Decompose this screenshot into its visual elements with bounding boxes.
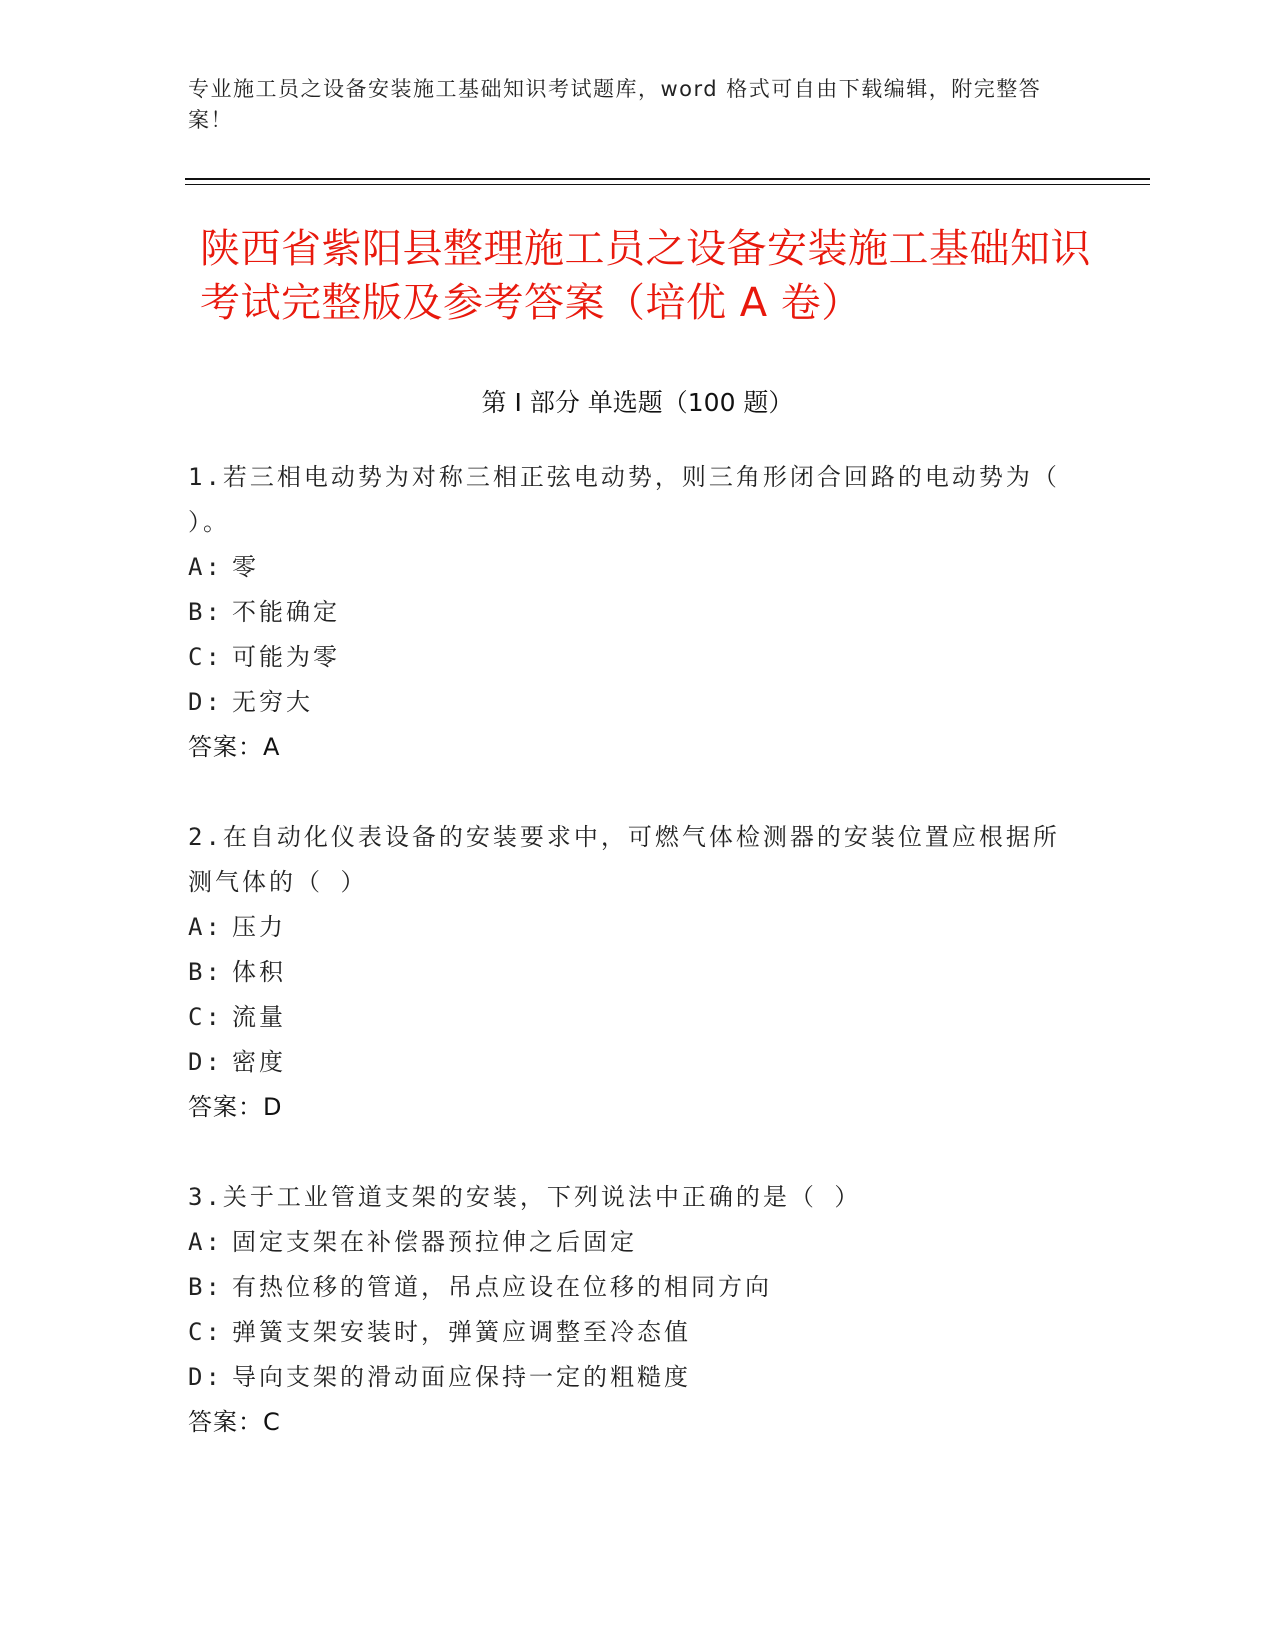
option-a [188,545,1068,590]
option-key: C: [188,1003,223,1031]
option-c [188,1310,1068,1355]
option-b [188,1265,1068,1310]
section-title: 第 I 部分 单选题（100 题） [481,388,794,417]
option-key: B: [188,958,223,986]
option-key: C: [188,1318,223,1346]
option-key: B: [188,598,223,626]
question-3 [188,1175,1068,1445]
question-stem: 3.关于工业管道支架的安装，下列说法中正确的是（ ） [188,1183,862,1211]
option-text: 导向支架的滑动面应保持一定的粗糙度 [232,1363,691,1391]
option-key: C: [188,643,223,671]
option-text: 不能确定 [232,598,340,626]
option-text: 固定支架在补偿器预拉伸之后固定 [232,1228,637,1256]
document-title: 陕西省紫阳县整理施工员之设备安装施工基础知识考试完整版及参考答案（培优 A 卷） [200,226,1091,326]
question-stem: 2.在自动化仪表设备的安装要求中，可燃气体检测器的安装位置应根据所测气体的（ ） [188,823,1060,896]
option-key: B: [188,1273,223,1301]
option-key: A: [188,913,223,941]
option-text: 零 [232,553,259,581]
option-text: 压力 [232,913,286,941]
question-2 [188,815,1068,1130]
answer-line: 答案：A [188,733,281,761]
option-b [188,590,1068,635]
option-key: A: [188,1228,223,1256]
option-text: 体积 [232,958,286,986]
header-divider-thick [185,178,1150,180]
header-note: 专业施工员之设备安装施工基础知识考试题库，word 格式可自由下载编辑，附完整答案！ [188,77,1042,132]
question-stem: 1.若三相电动势为对称三相正弦电动势，则三角形闭合回路的电动势为（ ）。 [188,463,1060,536]
option-d [188,680,1068,725]
option-text: 流量 [232,1003,286,1031]
option-text: 弹簧支架安装时，弹簧应调整至冷态值 [232,1318,691,1346]
question-1 [188,455,1068,770]
answer-line: 答案：D [188,1093,283,1121]
option-c [188,995,1068,1040]
option-b [188,950,1068,995]
option-d [188,1355,1068,1400]
option-key: D: [188,688,223,716]
option-a [188,1220,1068,1265]
option-c [188,635,1068,680]
option-text: 密度 [232,1048,286,1076]
option-text: 可能为零 [232,643,340,671]
option-text: 有热位移的管道，吊点应设在位移的相同方向 [232,1273,772,1301]
header-divider-thin [185,184,1150,185]
answer-line: 答案：C [188,1408,281,1436]
option-key: D: [188,1048,223,1076]
option-d [188,1040,1068,1085]
option-text: 无穷大 [232,688,313,716]
option-key: A: [188,553,223,581]
option-a [188,905,1068,950]
option-key: D: [188,1363,223,1391]
